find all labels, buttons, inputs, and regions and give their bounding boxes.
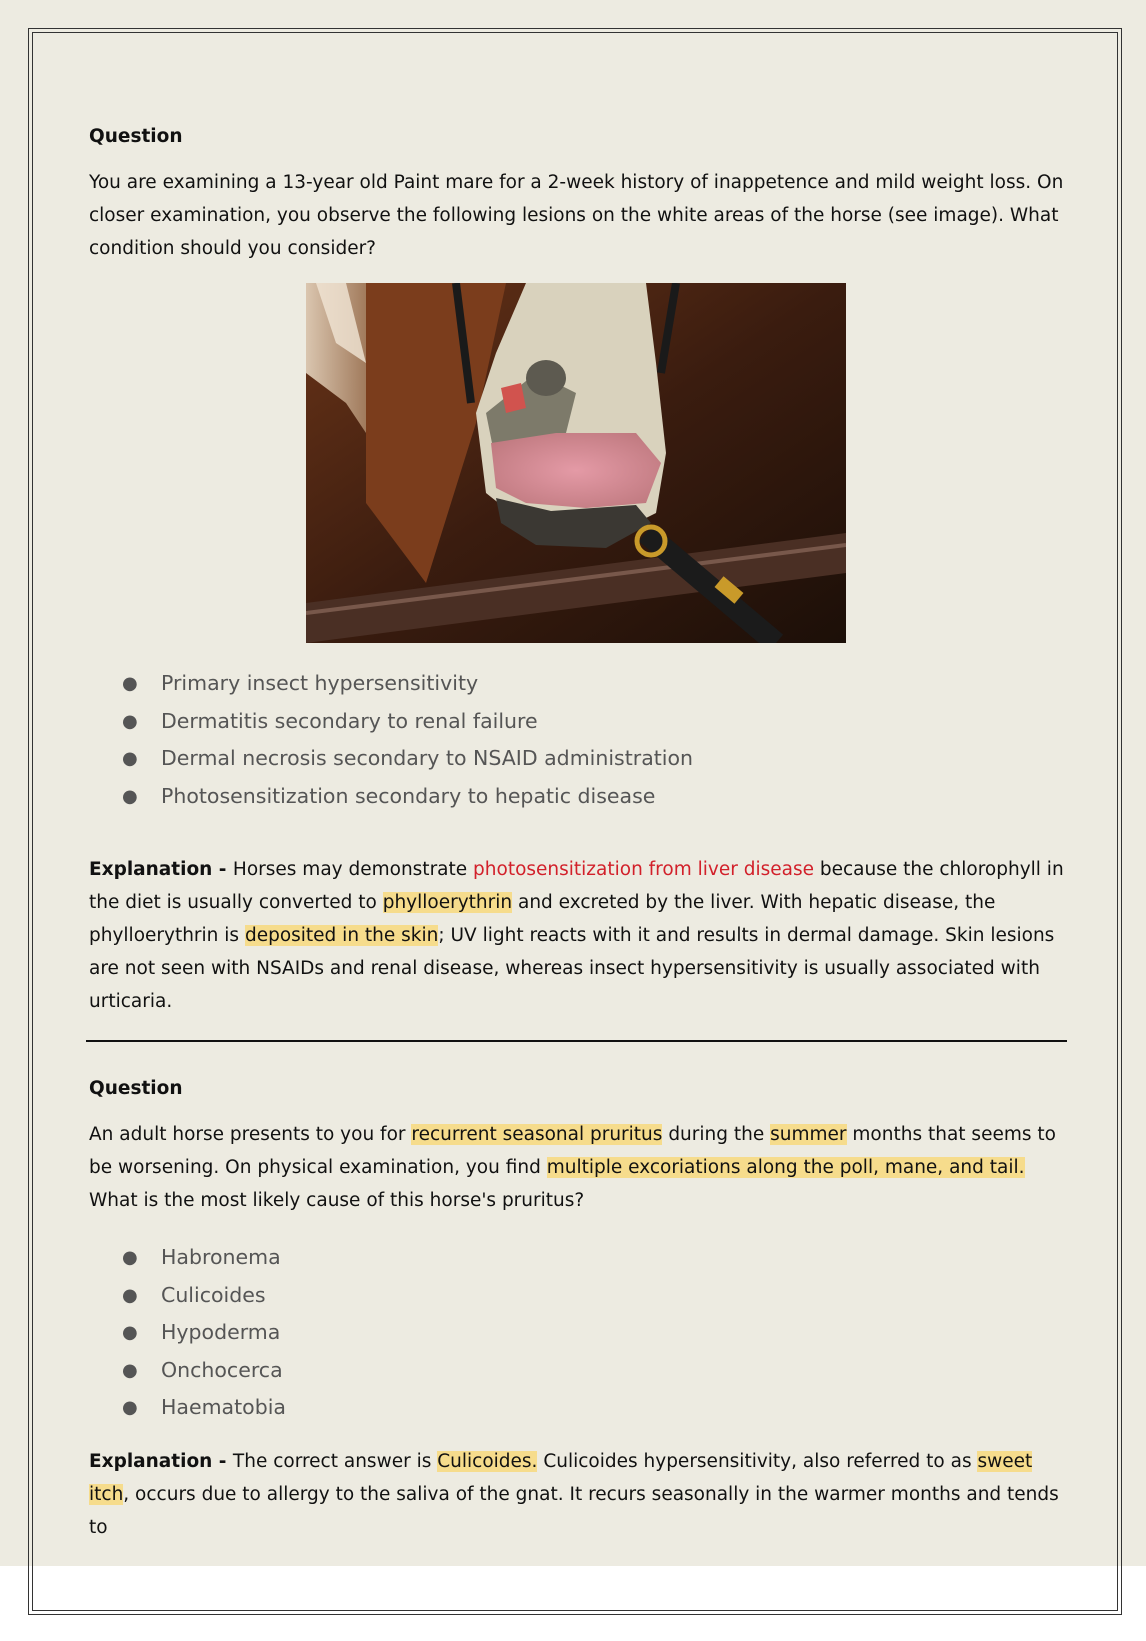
emphasis-red-text: photosensitization from liver disease	[473, 859, 814, 880]
question-2-text: An adult horse presents to you for recurrent seasonal pruritus during the summer months that seems to be worsening. On physical examination, you find multiple excoriations along the poll, mane, and tail. What is the most likely cause of this horse's pruritus?	[89, 1124, 1056, 1211]
list-item: ● Culicoides	[89, 1277, 1064, 1315]
bullet-dot-icon: ●	[122, 1247, 138, 1268]
bullet-dot-icon: ●	[122, 1284, 138, 1306]
bullet-dot-icon: ●	[122, 673, 138, 694]
question-1-explanation: Explanation - Horses may demonstrate photosensitization from liver disease because the chlorophyll in the diet is usually converted to phylloerythrin and excreted by the liver. With hepatic disease, the phylloerythrin is deposited in the skin; UV light reacts with it and results in dermal damage. Skin lesions are not seen with NSAIDs and renal disease, whereas insect hypersensitivity is usually associated with urticaria.	[89, 859, 1064, 1012]
highlighted-text: multiple excoriations along the poll, mane, and tail.	[546, 1157, 1025, 1178]
list-item: ● Haematobia	[89, 1389, 1064, 1427]
list-item: ● Hypoderma	[89, 1314, 1064, 1352]
bullet-dot-icon: ●	[122, 1322, 138, 1343]
highlighted-text: phylloerythrin	[382, 892, 513, 913]
highlighted-text: sweet itch	[89, 1450, 1033, 1505]
question-1-options	[89, 665, 1064, 815]
question-1-heading: Question	[89, 126, 183, 147]
list-item: ● Onchocerca	[89, 1352, 1064, 1390]
question-2	[89, 1076, 1064, 1544]
highlighted-text: deposited in the skin	[244, 925, 439, 946]
bullet-dot-icon: ●	[122, 748, 138, 769]
document-content	[89, 124, 1064, 1544]
question-2-options	[89, 1239, 1064, 1427]
bullet-dot-icon: ●	[122, 1359, 138, 1381]
question-1-text: You are examining a 13-year old Paint mare for a 2-week history of inappetence and mild weight loss. On closer examination, you observe the following lesions on the white areas of the horse (see image). What condition should you consider?	[89, 172, 1064, 259]
highlighted-text: recurrent seasonal pruritus	[411, 1124, 663, 1145]
question-2-explanation: Explanation - The correct answer is Culicoides. Culicoides hypersensitivity, also referred to as sweet itch, occurs due to allergy to the saliva of the gnat. It recurs seasonally in the warmer months and tends to	[89, 1450, 1059, 1538]
list-item: ● Primary insect hypersensitivity	[89, 665, 1064, 703]
explanation-label: Explanation -	[89, 1450, 233, 1472]
highlighted-text: Culicoides.	[437, 1450, 538, 1472]
highlighted-text: summer	[770, 1124, 847, 1145]
explanation-label: Explanation -	[89, 859, 233, 880]
list-item: ● Photosensitization secondary to hepatic disease	[89, 778, 1064, 816]
bullet-dot-icon: ●	[122, 710, 138, 732]
question-1	[89, 124, 1064, 1018]
list-item: ● Dermal necrosis secondary to NSAID administration	[89, 740, 1064, 778]
bullet-dot-icon: ●	[122, 1397, 138, 1418]
list-item: ● Habronema	[89, 1239, 1064, 1277]
horse-muzzle-photo	[306, 283, 846, 643]
bullet-dot-icon: ●	[122, 785, 138, 807]
list-item: ● Dermatitis secondary to renal failure	[89, 703, 1064, 741]
section-divider	[86, 1040, 1067, 1042]
question-2-heading: Question	[89, 1078, 183, 1099]
